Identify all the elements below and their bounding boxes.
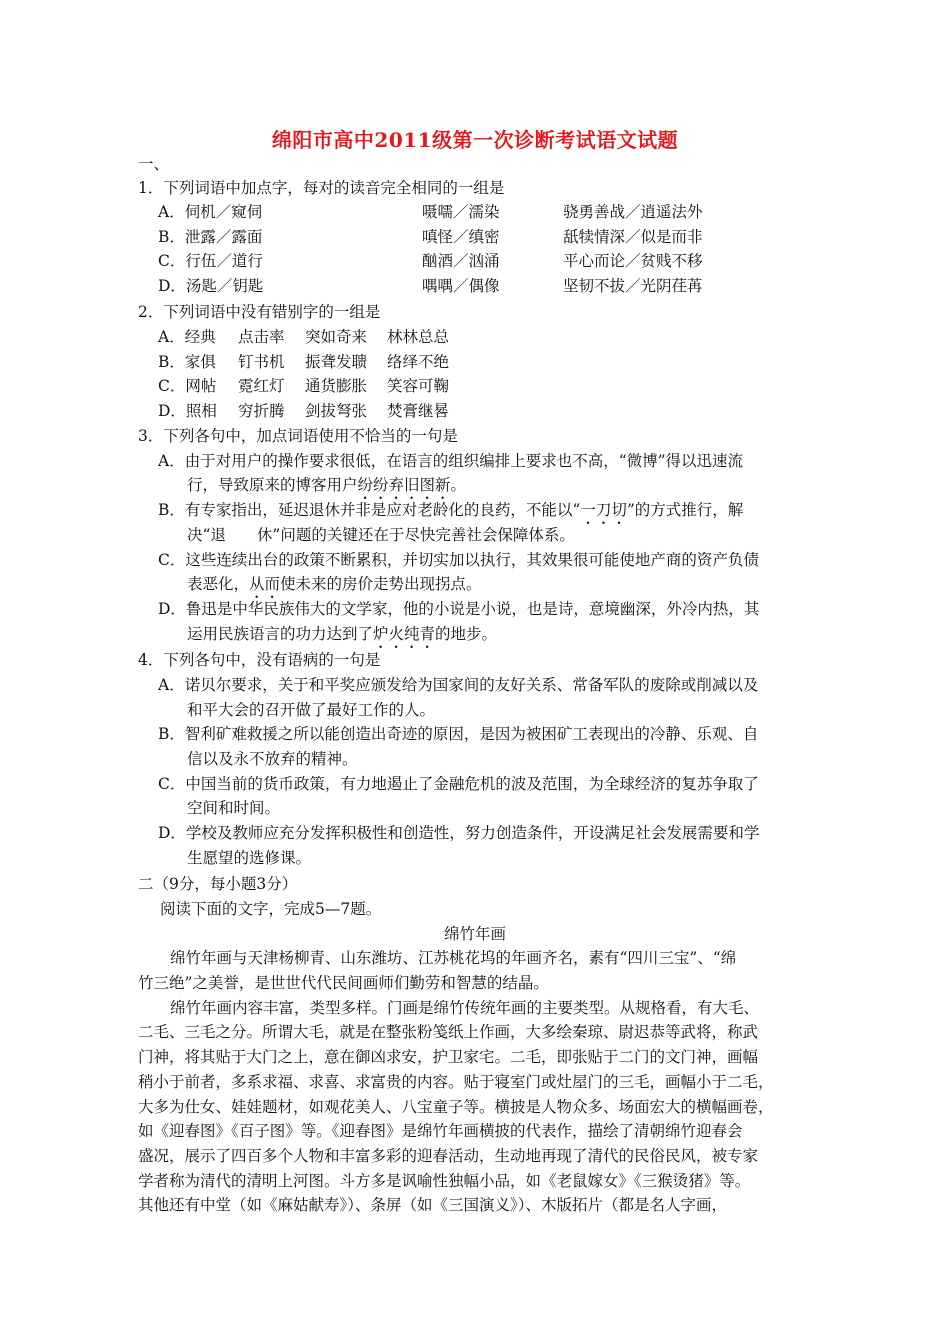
question-3-option-b-line2: 决“退 休”问题的关键还在于尽快完善社会保障体系。 xyxy=(187,526,575,544)
question-1-option-c: C．行伍／道行 酗酒／汹涌 平心而论／贫贱不移 xyxy=(158,252,703,270)
question-3-option-c-line1: C．这些连续出台的政策不断累积，并切实加以执行，其效果很可能使地产商的资产负债 xyxy=(158,551,759,569)
article-line: 竹三绝”之美誉，是世世代代民间画师们勤劳和智慧的结晶。 xyxy=(138,974,549,992)
article-line: 绵竹年画与天津杨柳青、山东潍坊、江苏桃花坞的年画齐名，素有“四川三宝”、“绵 xyxy=(170,949,737,967)
article-line: 其他还有中堂（如《麻姑献寿》）、条屏（如《三国演义》）、木版拓片（都是名人字画， xyxy=(138,1196,728,1214)
emphasized-phrase: 从而 xyxy=(249,575,281,593)
question-1-option-a: A．伺机／窥伺 嗫嚅／濡染 骁勇善战／逍遥法外 xyxy=(158,203,703,221)
article-line: 二毛、三毛之分。所谓大毛，就是在整张粉笺纸上作画，大多绘秦琼、尉迟恭等武将，称武 xyxy=(138,1023,759,1041)
question-4-stem: 4．下列各句中，没有语病的一句是 xyxy=(138,651,381,669)
question-4-option-b-line1: B．智利矿难救援之所以能创造出奇迹的原因，是因为被困矿工表现出的冷静、乐观、自 xyxy=(158,725,759,743)
emphasized-phrase: 纷纷弃旧图新 xyxy=(357,476,451,494)
article-line: 大多为仕女、娃娃题材，如观花美人、八宝童子等。横披是人物众多、场面宏大的横幅画卷， xyxy=(138,1098,774,1116)
question-4-option-c-line1: C．中国当前的货币政策，有力地遏止了金融危机的波及范围，为全球经济的复苏争取了 xyxy=(158,775,759,793)
question-3-option-d-line1: D．鲁迅是中华民族伟大的文学家，他的小说是小说，也是诗，意境幽深，外冷内热，其 xyxy=(158,600,760,618)
question-4-option-a-line2: 和平大会的召开做了最好工作的人。 xyxy=(187,701,436,719)
article-line: 盛况，展示了四百多个人物和丰富多彩的迎春活动，生动地再现了清代的民俗民风，被专家 xyxy=(138,1147,759,1165)
article-title: 绵竹年画 xyxy=(443,925,506,943)
question-2-option-d: D．照相 穷折腾 剑拔弩张 焚膏继晷 xyxy=(158,402,450,420)
reading-instruction: 阅读下面的文字，完成5—7题。 xyxy=(160,900,382,918)
question-2-option-b: B．家俱 钉书机 振聋发聩 络绎不绝 xyxy=(158,353,450,371)
question-3-stem: 3．下列各句中，加点词语使用不恰当的一句是 xyxy=(138,427,458,445)
article-line: 绵竹年画内容丰富，类型多样。门画是绵竹传统年画的主要类型。从规格看，有大毛、 xyxy=(170,999,760,1017)
question-4-option-d-line2: 生愿望的选修课。 xyxy=(187,849,312,867)
question-4-option-a-line1: A．诺贝尔要求，关于和平奖应颁发给为国家间的友好关系、常备军队的废除或削减以及 xyxy=(158,676,759,694)
emphasized-phrase: 一刀切 xyxy=(580,501,627,519)
emphasized-phrase: 炉火纯青 xyxy=(373,625,436,643)
question-2-stem: 2．下列词语中没有错别字的一组是 xyxy=(138,303,381,321)
question-1-option-d: D．汤匙／钥匙 喁喁／偶像 坚韧不拔／光阴荏苒 xyxy=(158,277,703,295)
question-2-option-a: A．经典 点击率 突如奇来 林林总总 xyxy=(158,328,450,346)
exam-title: 绵阳市高中2011级第一次诊断考试语文试题 xyxy=(271,128,679,152)
article-line: 如《迎春图》《百子图》等。《迎春图》是绵竹年画横披的代表作，描绘了清朝绵竹迎春会 xyxy=(138,1122,743,1140)
question-3-option-a-line2: 行，导致原来的博客用户纷纷弃旧图新。 xyxy=(187,476,467,494)
question-1-option-b: B．泄露／露面 嗔怪／缜密 舐犊情深／似是而非 xyxy=(158,228,703,246)
question-2-option-c: C．网帖 霓红灯 通货膨胀 笑容可鞠 xyxy=(158,377,450,395)
question-4-option-c-line2: 空间和时间。 xyxy=(187,799,281,817)
article-line: 学者称为清代的清明上河图。斗方多是讽喻性独幅小品，如《老鼠嫁女》《三猴烫猪》等。 xyxy=(138,1172,751,1190)
article-line: 门神，将其贴于大门之上，意在御凶求安，护卫家宅。二毛，即张贴于二门的文门神，画幅 xyxy=(138,1048,759,1066)
question-1-stem: 1．下列词语中加点字，每对的读音完全相同的一组是 xyxy=(138,179,505,197)
article-line: 稍小于前者，多系求福、求喜、求富贵的内容。贴于寝室门或灶屋门的三毛，画幅小于二毛， xyxy=(138,1073,774,1091)
question-3-option-d-line2: 运用民族语言的功力达到了炉火纯青的地步。 xyxy=(187,625,498,643)
section-one-heading: 一、 xyxy=(138,155,170,173)
question-4-option-d-line1: D．学校及教师应充分发挥积极性和创造性，努力创造条件，开设满足社会发展需要和学 xyxy=(158,824,760,842)
question-4-option-b-line2: 信以及永不放弃的精神。 xyxy=(187,750,358,768)
section-two-heading: 二（9分，每小题3分） xyxy=(138,875,298,893)
question-3-option-c-line2: 表恶化，从而使未来的房价走势出现拐点。 xyxy=(187,575,482,593)
question-3-option-b-line1: B．有专家指出，延迟退休并非是应对老龄化的良药，不能以“一刀切”的方式推行，解 xyxy=(158,501,744,519)
question-3-option-a-line1: A．由于对用户的操作要求很低，在语言的组织编排上要求也不高，“微博”得以迅速流 xyxy=(158,452,744,470)
